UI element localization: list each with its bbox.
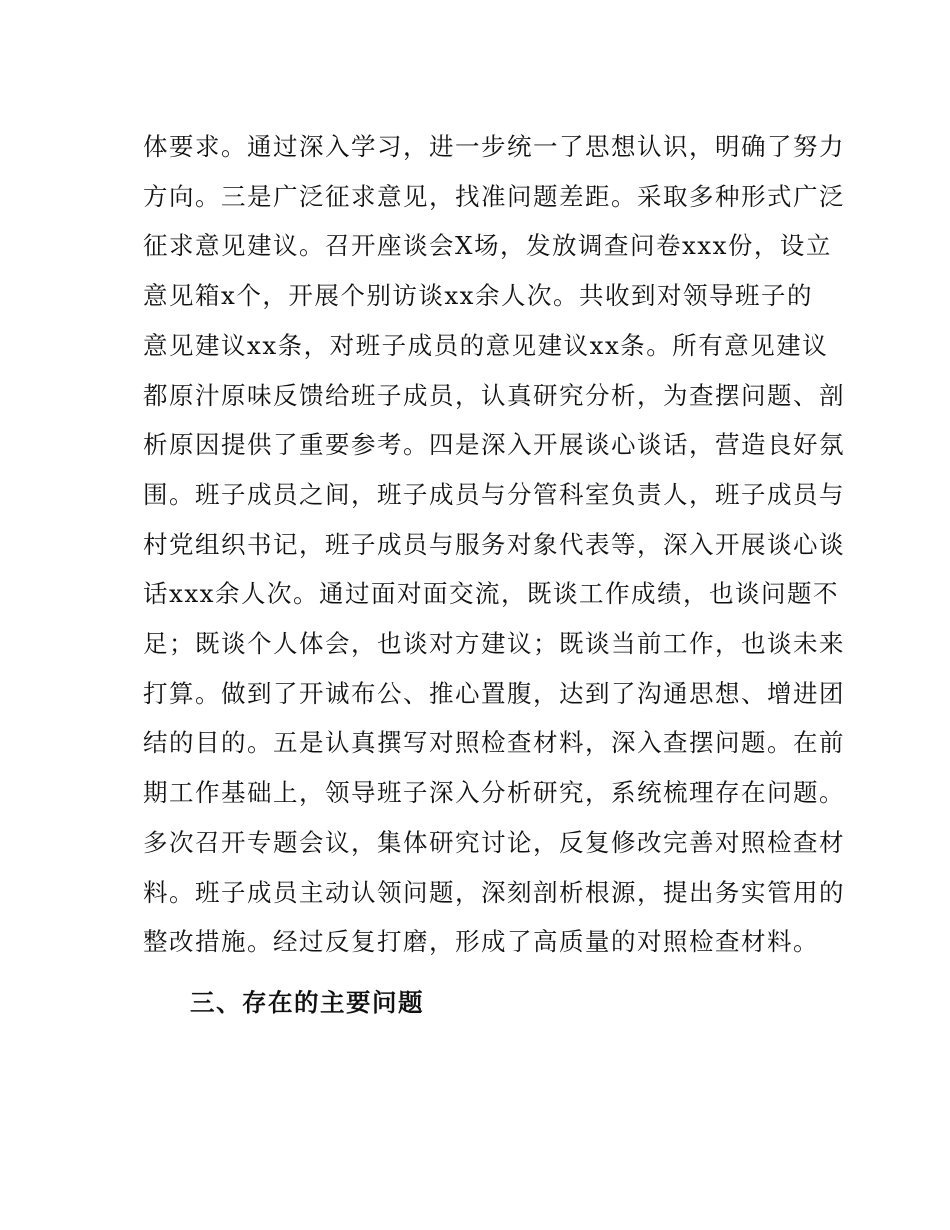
paragraph-line: 打算。做到了开诚布公、推心置腹，达到了沟通思想、增进团 xyxy=(143,678,845,708)
paragraph-line: 意见箱x个，开展个别访谈xx余人次。共收到对领导班子的 xyxy=(143,281,813,311)
paragraph-line: 都原汁原味反馈给班子成员，认真研究分析，为查摆问题、剖 xyxy=(143,380,845,410)
paragraph-line: 期工作基础上，领导班子深入分析研究，系统梳理存在问题。 xyxy=(143,778,845,808)
paragraph-line: 结的目的。五是认真撰写对照检查材料，深入查摆问题。在前 xyxy=(143,728,845,758)
body-paragraph xyxy=(143,122,845,967)
paragraph-line: 析原因提供了重要参考。四是深入开展谈心谈话，营造良好氛 xyxy=(143,430,845,460)
paragraph-line: 围。班子成员之间，班子成员与分管科室负责人，班子成员与 xyxy=(143,479,845,509)
paragraph-line: 村党组织书记，班子成员与服务对象代表等，深入开展谈心谈 xyxy=(143,529,845,559)
paragraph-line: 方向。三是广泛征求意见，找准问题差距。采取多种形式广泛 xyxy=(143,181,845,211)
paragraph-line: 料。班子成员主动认领问题，深刻剖析根源，提出务实管用的 xyxy=(143,877,845,907)
paragraph-line: 足；既谈个人体会，也谈对方建议；既谈当前工作，也谈未来 xyxy=(143,629,845,659)
paragraph-line: 整改措施。经过反复打磨，形成了高质量的对照检查材料。 xyxy=(143,927,819,957)
paragraph-line: 话xxx余人次。通过面对面交流，既谈工作成绩，也谈问题不 xyxy=(143,579,839,609)
paragraph-line: 体要求。通过深入学习，进一步统一了思想认识，明确了努力 xyxy=(143,132,845,161)
section-heading: 三、存在的主要问题 xyxy=(190,988,424,1017)
paragraph-line: 多次召开专题会议，集体研究讨论，反复修改完善对照检查材 xyxy=(143,827,845,857)
paragraph-line: 意见建议xx条，对班子成员的意见建议xx条。所有意见建议 xyxy=(143,330,829,360)
paragraph-line: 征求意见建议。召开座谈会X场，发放调查问卷xxx份，设立 xyxy=(143,231,832,261)
